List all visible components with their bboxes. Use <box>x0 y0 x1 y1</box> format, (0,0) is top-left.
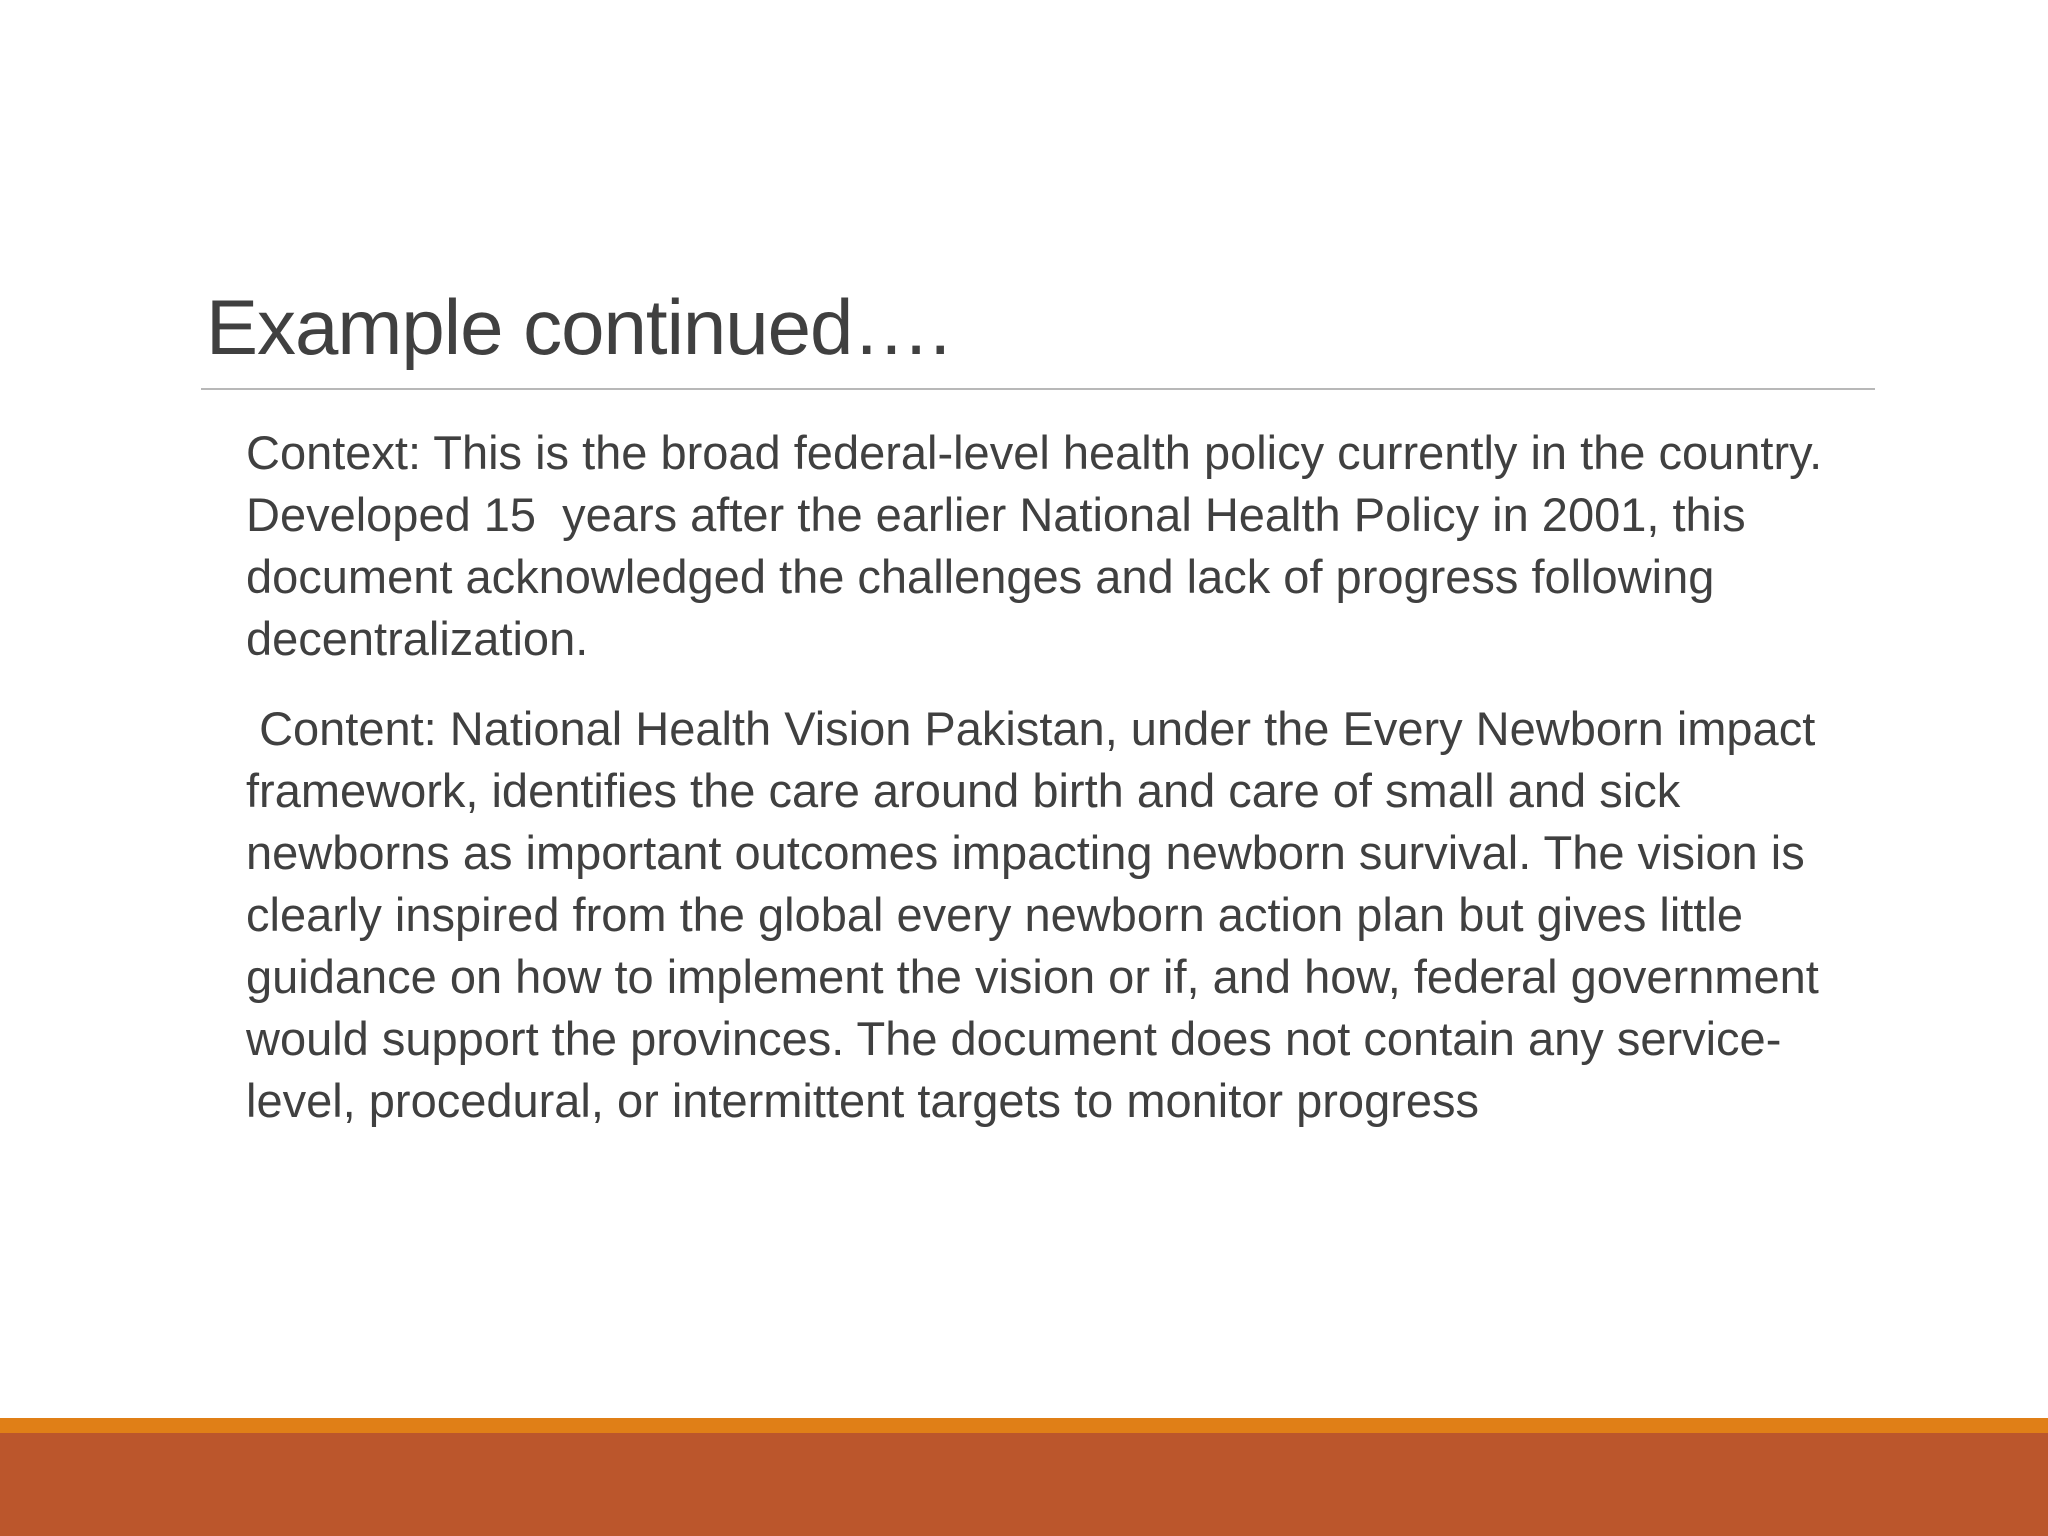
content-paragraph: Content: National Health Vision Pakistan, under the Every Newborn impact framework, identifies the care around birth and care of small and sick newborns as important outcomes impacting newborn survival. The vision is clearly inspired from the global every newborn action plan but gives little guidance on how to implement the vision or if, and how, federal government would support the provinces. The document does not contain any service-level, procedural, or intermittent targets to monitor progress <box>246 702 1832 1127</box>
slide-body <box>246 422 1886 1160</box>
footer-band <box>0 1433 2048 1536</box>
title-divider <box>201 388 1875 390</box>
context-paragraph: Context: This is the broad federal-level health policy currently in the country. Developed 15 years after the earlier National Health Policy in 2001, this document acknowledged the challenges and lack of progress following decentralization. <box>246 426 1836 665</box>
slide-title: Example continued…. <box>206 283 951 371</box>
footer-accent-stripe <box>0 1418 2048 1433</box>
